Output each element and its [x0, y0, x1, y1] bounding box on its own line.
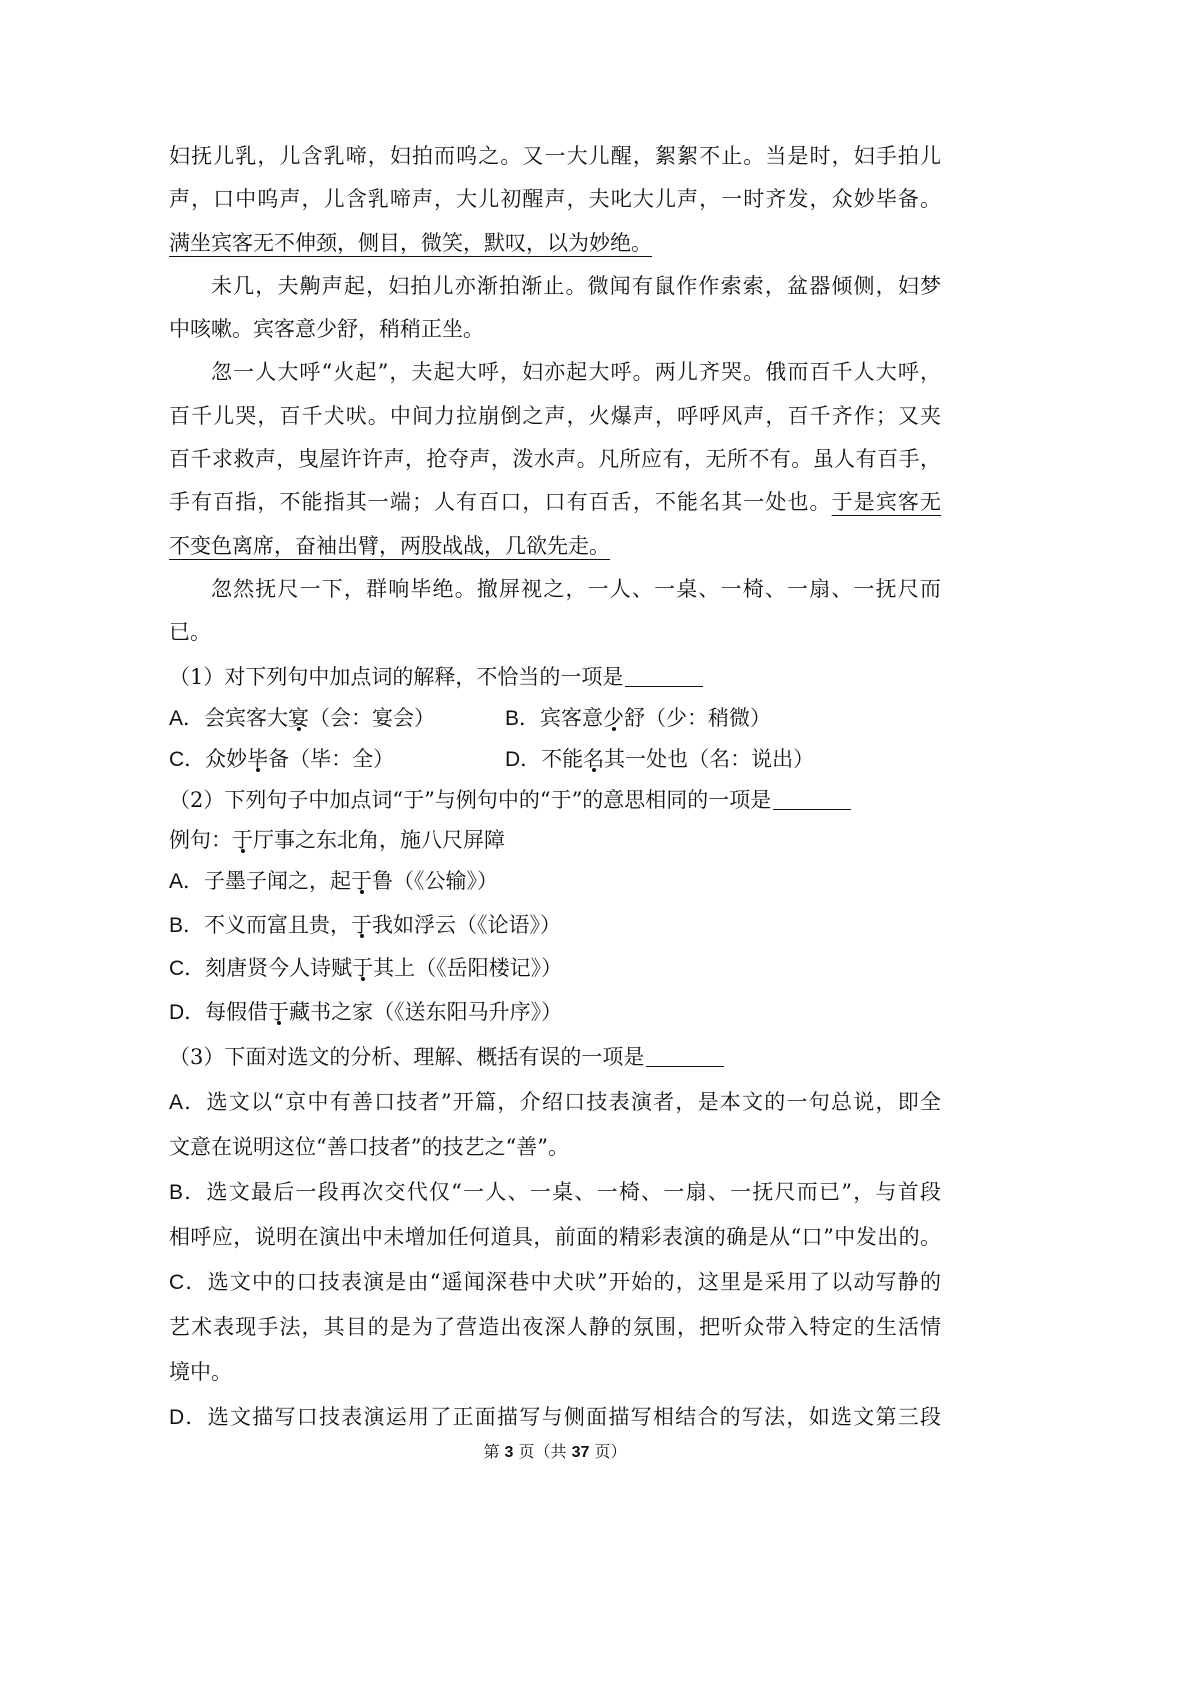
question-stem-row — [169, 657, 941, 698]
option-text: 选文最后一段再次交代仅“一人、一桌、一椅、一扇、一抚尺而已”，与首段 — [206, 1180, 941, 1204]
option-label: A． — [169, 1091, 207, 1114]
passage-line: 中咳嗽。宾客意少舒，稍稍正坐。 — [169, 317, 484, 342]
option-c — [169, 1260, 941, 1305]
option-label: B． — [505, 707, 541, 730]
question-3 — [169, 1035, 941, 1440]
option-c — [169, 947, 941, 991]
option-b-continued: 相呼应，说明在演出中未增加任何道具，前面的精彩表演的确是从“口”中发出的。 — [169, 1225, 941, 1249]
page-footer — [169, 1440, 941, 1464]
passage — [169, 135, 941, 655]
option-text: （会：宴会） — [309, 706, 436, 730]
option-label: A． — [169, 870, 205, 893]
passage-line: 声，口中呜声，儿含乳啼声，大儿初醒声，夫叱大儿声，一时齐发，众妙毕备。 — [169, 187, 941, 212]
footer-text: 页） — [589, 1442, 627, 1461]
option-d — [505, 747, 814, 771]
option-text: 选文描写口技表演运用了正面描写与侧面描写相结合的写法，如选文第三段 — [207, 1405, 941, 1429]
dotted-word: 于 — [232, 828, 253, 852]
answer-blank — [625, 685, 703, 687]
dotted-word: 于 — [268, 999, 290, 1024]
passage-line: 百千求救声，曳屋许许声，抢夺声，泼水声。凡所应有，无所不有。虽人有百手， — [169, 447, 941, 472]
dotted-word: 名 — [583, 747, 605, 771]
option-text: 鲁（《公输》） — [372, 869, 499, 893]
option-c-continued: 境中。 — [169, 1360, 232, 1384]
option-label: D． — [169, 1000, 206, 1024]
option-text: 其上（《岳阳楼记》） — [373, 956, 563, 980]
underlined-sentence: 不变色离席，奋袖出臂，两股战战，几欲先走。 — [169, 533, 610, 558]
option-text: 我如浮云（《论语》） — [372, 912, 562, 937]
option-text: 宾客意 — [540, 706, 604, 730]
footer-text: 页（共 — [513, 1442, 572, 1461]
passage-line: 已。 — [169, 620, 211, 645]
dotted-word: 毕 — [247, 747, 269, 771]
option-label: C． — [169, 1271, 208, 1294]
option-b — [169, 1170, 941, 1215]
option-text: 不能 — [541, 747, 584, 771]
footer-text: 第 — [483, 1442, 505, 1461]
page-number: 3 — [504, 1444, 514, 1461]
passage-line — [169, 525, 941, 568]
example-text: 厅事之东北角，施八尺屏障 — [253, 828, 505, 852]
option-text: 会宾客大 — [204, 706, 289, 730]
option-text: 备（毕：全） — [268, 747, 395, 771]
option-c-continued: 艺术表现手法，其目的是为了营造出夜深人静的氛围，把听众带入特定的生活情 — [169, 1315, 941, 1339]
dotted-word: 宴 — [288, 706, 310, 730]
passage-line: 未几，夫齁声起，妇拍儿亦渐拍渐止。微闻有鼠作作索索，盆器倾侧，妇梦 — [211, 273, 941, 298]
option-d — [169, 1395, 941, 1440]
option-text: 其一处也（名：说出） — [604, 747, 815, 771]
passage-line — [169, 222, 941, 265]
option-text: 子墨子闻之，起 — [204, 869, 352, 893]
option-label: D． — [169, 1406, 208, 1429]
option-c — [169, 739, 505, 780]
answer-blank — [646, 1065, 724, 1067]
option-d — [169, 991, 941, 1035]
passage-line — [169, 481, 941, 524]
option-a — [169, 698, 505, 739]
question-stem-row — [169, 780, 941, 820]
total-pages: 37 — [571, 1444, 590, 1461]
option-text: 每假借 — [205, 999, 269, 1024]
option-a — [169, 1080, 941, 1125]
passage-line: 忽一人大呼“火起”，夫起大呼，妇亦起大呼。两儿齐哭。俄而百千人大呼， — [211, 360, 941, 385]
option-text: 刻唐贤今人诗赋 — [205, 956, 353, 980]
question-2 — [169, 780, 941, 1034]
passage-text: 手有百指，不能指其一端；人有百口，口有百舌，不能名其一处也。 — [169, 490, 832, 515]
option-text: 选文中的口技表演是由“遥闻深巷中犬吠”开始的，这里是采用了以动写静的 — [207, 1270, 942, 1294]
option-label: D． — [505, 748, 542, 771]
example-label: 例句： — [169, 828, 232, 852]
option-text: 藏书之家（《送东阳马升序》） — [289, 999, 563, 1024]
option-row — [169, 739, 941, 780]
option-row — [169, 698, 941, 739]
passage-line: 百千儿哭，百千犬吠。中间力拉崩倒之声，火爆声，呼呼风声，百千齐作；又夹 — [169, 403, 941, 428]
example-sentence — [169, 820, 941, 860]
option-b — [505, 706, 771, 730]
dotted-word: 少 — [603, 706, 625, 730]
passage-line: 妇抚儿乳，儿含乳啼，妇拍而呜之。又一大儿醒，絮絮不止。当是时，妇手拍儿 — [169, 144, 941, 168]
option-text: 众妙 — [205, 747, 248, 771]
option-label: B． — [169, 913, 205, 937]
dotted-word: 于 — [351, 869, 373, 893]
option-a-continued: 文意在说明这位“善口技者”的技艺之“善”。 — [169, 1135, 569, 1159]
option-text: 选文以“京中有善口技者”开篇，介绍口技表演者，是本文的一句总说，即全 — [206, 1090, 941, 1114]
option-a — [169, 860, 941, 904]
option-text: 不义而富且贵， — [204, 912, 352, 937]
question-1 — [169, 657, 941, 780]
underlined-sentence: 满坐宾客无不伸颈，侧目，微笑，默叹，以为妙绝。 — [169, 230, 652, 255]
dotted-word: 于 — [352, 956, 374, 980]
option-label: C． — [169, 957, 206, 980]
option-label: C． — [169, 748, 206, 771]
option-label: B． — [169, 1181, 207, 1204]
passage-line: 忽然抚尺一下，群响毕绝。撤屏视之，一人、一桌、一椅、一扇、一抚尺而 — [211, 576, 941, 601]
question-stem: （1）对下列句中加点词的解释，不恰当的一项是 — [169, 665, 624, 689]
option-label: A． — [169, 707, 205, 730]
question-stem: （2）下列句子中加点词“于”与例句中的“于”的意思相同的一项是 — [169, 788, 772, 812]
option-b — [169, 904, 941, 948]
dotted-word: 于 — [351, 912, 373, 937]
question-stem-row — [169, 1035, 941, 1080]
answer-blank — [773, 808, 851, 810]
question-stem: （3）下面对选文的分析、理解、概括有误的一项是 — [169, 1045, 645, 1069]
option-text: 舒（少：稍微） — [624, 706, 772, 730]
underlined-sentence: 于是宾客无 — [831, 490, 942, 515]
